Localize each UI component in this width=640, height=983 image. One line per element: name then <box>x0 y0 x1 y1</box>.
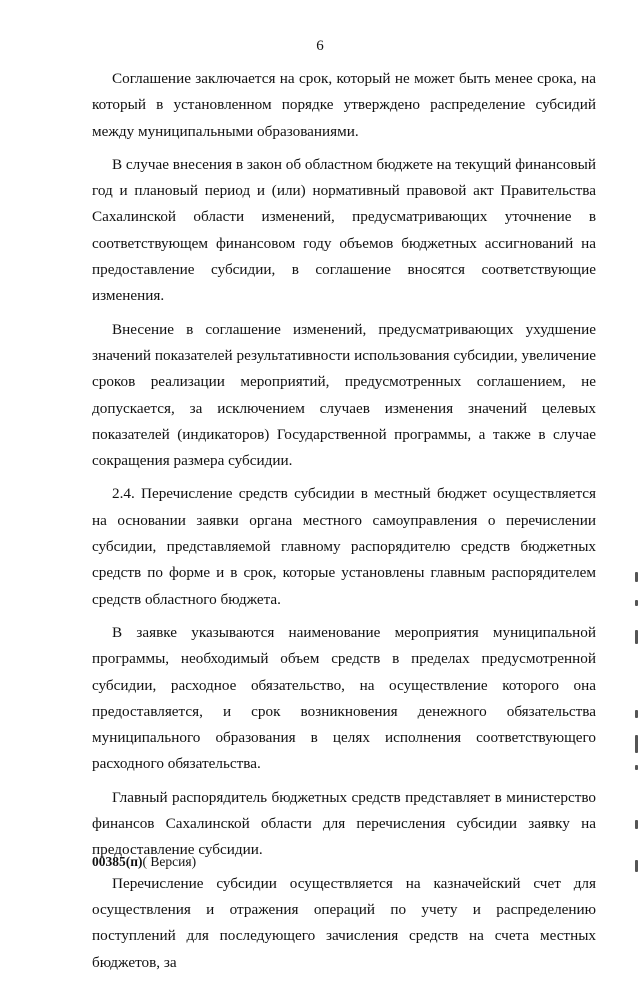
scan-edge-marks <box>630 560 638 900</box>
document-version: ( Версия) <box>142 854 197 869</box>
page-number: 6 <box>316 38 324 54</box>
paragraph-budget-law-changes: В случае внесения в закон об областном бюджете на текущий финансовый год и плановый период и (или) нормативный правовой акт Правительства Сахалинской области изменений, предусматривающих уточнение в соответствующем финансовом году объемов бюджетных ассигнований на предоставление субсидии, в соглашение вносятся соответствующие изменения. <box>92 155 596 305</box>
paragraph-chief-manager-submission: Главный распорядитель бюджетных средств представляет в министерство финансов Сахалинской области для перечисления субсидии заявку на предоставление субсидии. <box>92 788 596 859</box>
paragraph-treasury-account: Перечисление субсидии осуществляется на казначейский счет для осуществления и отражения операций по учету и распределению поступлений для последующего зачисления средств на счета местных бюджетов, за <box>92 874 596 971</box>
paragraph-agreement-amendments: Внесение в соглашение изменений, предусматривающих ухудшение значений показателей результативности использования субсидии, увеличение сроков реализации мероприятий, предусмотренных соглашением, не допускается, за исключением случаев изменения значений целевых показателей (индикаторов) Государственной программы, а также в случае сокращения размера субсидии. <box>92 320 596 470</box>
paragraph-agreement-term: Соглашение заключается на срок, который не может быть менее срока, на который в установленном порядке утверждено распределение субсидий между муниципальными образованиями. <box>92 70 596 140</box>
document-body <box>92 66 596 983</box>
document-footer <box>92 854 196 870</box>
document-code: 00385(п) <box>92 854 143 869</box>
paragraph-transfer-of-funds: 2.4. Перечисление средств субсидии в местный бюджет осуществляется на основании заявки органа местного самоуправления о перечислении субсидии, представляемой главному распорядителю средств бюджетных средств по форме и в срок, которые установлены главным распорядителем средств областного бюджета. <box>92 485 596 608</box>
paragraph-application-contents: В заявке указываются наименование мероприятия муниципальной программы, необходимый объем средств в пределах предусмотренной субсидии, расходное обязательство, на осуществление которого она предоставляется, и срок возникновения денежного обязательства муниципального образования в целях исполнения соответствующего расходного обязательства. <box>92 623 596 773</box>
